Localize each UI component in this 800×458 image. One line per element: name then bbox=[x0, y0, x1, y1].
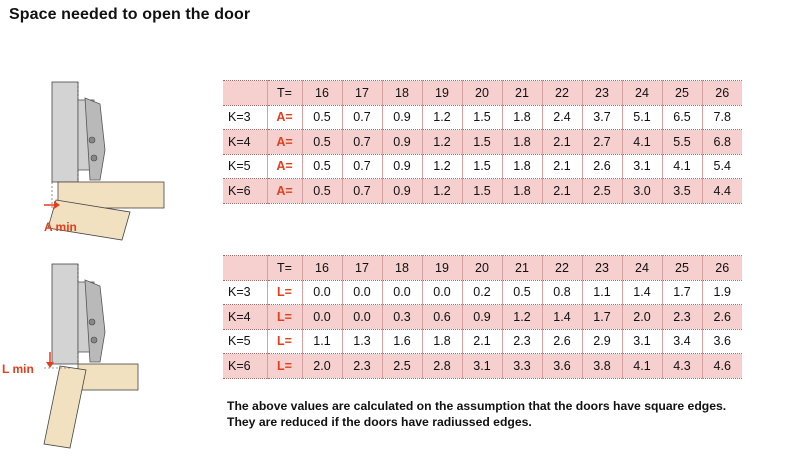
value-cell: 1.5 bbox=[462, 130, 502, 155]
table-row bbox=[223, 329, 742, 354]
value-cell: 1.8 bbox=[502, 154, 542, 179]
table-header-row bbox=[223, 81, 742, 106]
header-cell: 18 bbox=[382, 81, 422, 106]
value-cell: 1.5 bbox=[462, 179, 502, 204]
value-cell: 1.8 bbox=[502, 179, 542, 204]
value-cell: 1.2 bbox=[422, 105, 462, 130]
l-min-label: L min bbox=[2, 362, 34, 376]
value-cell: 2.1 bbox=[542, 130, 582, 155]
value-cell: 0.9 bbox=[382, 179, 422, 204]
value-cell: 1.1 bbox=[582, 280, 622, 305]
value-cell: 3.4 bbox=[662, 329, 702, 354]
value-cell: 4.1 bbox=[662, 154, 702, 179]
row-symbol: A= bbox=[267, 105, 302, 130]
value-cell: 2.5 bbox=[382, 354, 422, 379]
header-cell: 17 bbox=[342, 81, 382, 106]
header-cell bbox=[223, 256, 267, 281]
value-cell: 2.6 bbox=[542, 329, 582, 354]
value-cell: 2.3 bbox=[662, 305, 702, 330]
row-symbol: A= bbox=[267, 154, 302, 179]
value-cell: 0.5 bbox=[302, 179, 342, 204]
value-cell: 2.3 bbox=[502, 329, 542, 354]
row-symbol: L= bbox=[267, 329, 302, 354]
value-cell: 1.2 bbox=[422, 154, 462, 179]
header-cell: 26 bbox=[702, 256, 742, 281]
table-row bbox=[223, 354, 742, 379]
row-k-label: K=5 bbox=[223, 154, 267, 179]
value-cell: 1.2 bbox=[502, 305, 542, 330]
header-cell: 23 bbox=[582, 81, 622, 106]
value-cell: 1.6 bbox=[382, 329, 422, 354]
value-cell: 0.3 bbox=[382, 305, 422, 330]
value-cell: 2.9 bbox=[582, 329, 622, 354]
value-cell: 0.0 bbox=[342, 280, 382, 305]
value-cell: 1.8 bbox=[502, 130, 542, 155]
value-cell: 0.7 bbox=[342, 179, 382, 204]
value-cell: 2.3 bbox=[342, 354, 382, 379]
value-cell: 1.2 bbox=[422, 179, 462, 204]
value-cell: 0.0 bbox=[422, 280, 462, 305]
value-cell: 4.1 bbox=[622, 130, 662, 155]
table-row bbox=[223, 280, 742, 305]
value-cell: 3.6 bbox=[713, 334, 731, 349]
row-symbol: A= bbox=[267, 130, 302, 155]
header-cell: 17 bbox=[342, 256, 382, 281]
value-cell: 1.4 bbox=[622, 280, 662, 305]
value-cell: 0.6 bbox=[422, 305, 462, 330]
value-cell: 0.9 bbox=[382, 154, 422, 179]
header-cell: 26 bbox=[702, 81, 742, 106]
header-cell: 19 bbox=[422, 256, 462, 281]
table-header-row bbox=[223, 256, 742, 281]
header-cell: 16 bbox=[302, 81, 342, 106]
page-title: Space needed to open the door bbox=[9, 6, 251, 23]
value-cell: 3.0 bbox=[622, 179, 662, 204]
table-row bbox=[223, 179, 742, 204]
table-l-values bbox=[223, 255, 742, 379]
value-cell: 0.0 bbox=[302, 280, 342, 305]
value-cell: 6.8 bbox=[702, 130, 742, 155]
a-min-label: A min bbox=[44, 220, 77, 234]
row-symbol: L= bbox=[267, 280, 302, 305]
header-cell: 20 bbox=[462, 81, 502, 106]
value-cell: 0.7 bbox=[342, 130, 382, 155]
value-cell: 1.8 bbox=[422, 329, 462, 354]
value-cell: 2.1 bbox=[462, 329, 502, 354]
header-cell: 21 bbox=[502, 256, 542, 281]
value-cell: 0.5 bbox=[302, 105, 342, 130]
value-cell: 1.7 bbox=[662, 280, 702, 305]
value-cell: 7.8 bbox=[713, 110, 731, 125]
value-cell: 3.1 bbox=[462, 354, 502, 379]
hinge-diagram-l bbox=[30, 262, 180, 452]
value-cell: 3.3 bbox=[502, 354, 542, 379]
header-cell: 25 bbox=[662, 81, 702, 106]
value-cell: 2.7 bbox=[582, 130, 622, 155]
value-cell: 0.9 bbox=[462, 305, 502, 330]
value-cell: 0.7 bbox=[342, 105, 382, 130]
row-k-label: K=4 bbox=[223, 130, 267, 155]
value-cell: 1.3 bbox=[342, 329, 382, 354]
header-cell: 16 bbox=[302, 256, 342, 281]
row-k-label: K=6 bbox=[223, 354, 267, 379]
value-cell: 2.0 bbox=[302, 354, 342, 379]
header-cell: 24 bbox=[622, 81, 662, 106]
header-cell: 22 bbox=[542, 256, 582, 281]
value-cell: 2.6 bbox=[702, 305, 742, 330]
value-cell: 4.3 bbox=[662, 354, 702, 379]
header-cell: 21 bbox=[502, 81, 542, 106]
table-a-values bbox=[223, 80, 742, 204]
row-k-label: K=4 bbox=[223, 305, 267, 330]
row-k-label: K=5 bbox=[223, 329, 267, 354]
value-cell: 1.9 bbox=[713, 285, 731, 300]
row-symbol: L= bbox=[267, 305, 302, 330]
row-k-label: K=3 bbox=[223, 280, 267, 305]
value-cell: 0.9 bbox=[382, 130, 422, 155]
value-cell: 2.0 bbox=[622, 305, 662, 330]
header-cell: 18 bbox=[382, 256, 422, 281]
value-cell: 1.4 bbox=[542, 305, 582, 330]
value-cell: 6.5 bbox=[662, 105, 702, 130]
value-cell: 3.1 bbox=[622, 329, 662, 354]
header-cell: 20 bbox=[462, 256, 502, 281]
table-row bbox=[223, 154, 742, 179]
value-cell: 3.5 bbox=[662, 179, 702, 204]
value-cell: 0.8 bbox=[542, 280, 582, 305]
value-cell: 1.7 bbox=[582, 305, 622, 330]
value-cell: 0.9 bbox=[382, 105, 422, 130]
row-k-label: K=3 bbox=[223, 105, 267, 130]
value-cell: 3.7 bbox=[582, 105, 622, 130]
row-symbol: A= bbox=[267, 179, 302, 204]
value-cell: 0.5 bbox=[302, 130, 342, 155]
value-cell: 3.6 bbox=[542, 354, 582, 379]
value-cell: 0.7 bbox=[342, 154, 382, 179]
table-row bbox=[223, 130, 742, 155]
value-cell: 2.4 bbox=[542, 105, 582, 130]
value-cell: 1.5 bbox=[462, 105, 502, 130]
value-cell: 2.1 bbox=[542, 154, 582, 179]
row-k-label: K=6 bbox=[223, 179, 267, 204]
footnote-line-1: The above values are calculated on the assumption that the doors have square edges. bbox=[227, 399, 727, 413]
value-cell: 0.2 bbox=[462, 280, 502, 305]
header-cell: 19 bbox=[422, 81, 462, 106]
header-cell: 25 bbox=[662, 256, 702, 281]
value-cell: 1.5 bbox=[462, 154, 502, 179]
value-cell: 4.4 bbox=[702, 179, 742, 204]
value-cell: 2.1 bbox=[542, 179, 582, 204]
value-cell: 0.5 bbox=[502, 280, 542, 305]
row-symbol: L= bbox=[267, 354, 302, 379]
header-cell: T= bbox=[267, 256, 302, 281]
header-cell bbox=[223, 81, 267, 106]
header-cell: 23 bbox=[582, 256, 622, 281]
value-cell: 0.0 bbox=[382, 280, 422, 305]
value-cell: 2.5 bbox=[582, 179, 622, 204]
value-cell: 4.1 bbox=[622, 354, 662, 379]
value-cell: 3.1 bbox=[622, 154, 662, 179]
table-row bbox=[223, 305, 742, 330]
value-cell: 3.8 bbox=[582, 354, 622, 379]
header-cell: 22 bbox=[542, 81, 582, 106]
value-cell: 2.6 bbox=[582, 154, 622, 179]
value-cell: 0.0 bbox=[302, 305, 342, 330]
value-cell: 0.0 bbox=[342, 305, 382, 330]
footnote-line-2: They are reduced if the doors have radiussed edges. bbox=[227, 415, 532, 429]
value-cell: 1.1 bbox=[302, 329, 342, 354]
header-cell: T= bbox=[267, 81, 302, 106]
header-cell: 24 bbox=[622, 256, 662, 281]
footnote bbox=[227, 398, 726, 430]
value-cell: 5.4 bbox=[713, 159, 731, 174]
value-cell: 2.8 bbox=[422, 354, 462, 379]
value-cell: 1.2 bbox=[422, 130, 462, 155]
value-cell: 1.8 bbox=[502, 105, 542, 130]
value-cell: 0.5 bbox=[302, 154, 342, 179]
table-row bbox=[223, 105, 742, 130]
value-cell: 4.6 bbox=[702, 354, 742, 379]
value-cell: 5.5 bbox=[662, 130, 702, 155]
value-cell: 5.1 bbox=[622, 105, 662, 130]
